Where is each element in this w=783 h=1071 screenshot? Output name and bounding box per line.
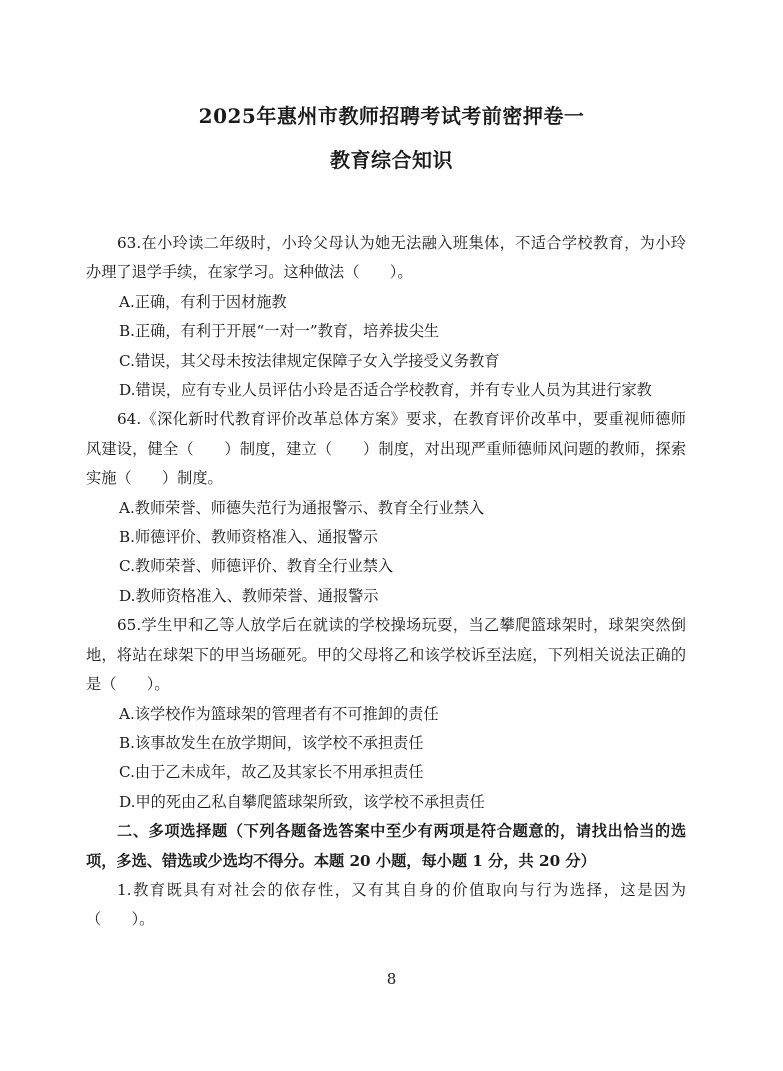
question-65-option-c: C.由于乙未成年，故乙及其家长不用承担责任 [119, 763, 424, 782]
question-63-option-a: A.正确，有利于因材施教 [119, 292, 287, 311]
page-number: 8 [386, 970, 397, 988]
question-65-option-b: B.该事故发生在放学期间，该学校不承担责任 [119, 733, 424, 752]
question-63-option-b: B.正确，有利于开展“一对一”教育，培养拔尖生 [119, 322, 440, 341]
question-65-stem: 65.学生甲和乙等人放学后在就读的学校操场玩耍，当乙攀爬篮球架时，球架突然倒地，将站在球架下的甲当场砸死。甲的父母将乙和该学校诉至法庭，下列相关说法正确的是（ ）。 [86, 616, 686, 694]
question-64-option-a: A.教师荣誉、师德失范行为通报警示、教育全行业禁入 [119, 498, 485, 517]
document-body [86, 229, 686, 935]
document-title: 2025年惠州市教师招聘考试考前密押卷一 [198, 104, 585, 128]
question-63-option-c: C.错误，其父母未按法律规定保障子女入学接受义务教育 [119, 351, 500, 370]
question-63-stem: 63.在小玲读二年级时，小玲父母认为她无法融入班集体，不适合学校教育，为小玲办理了退学手续，在家学习。这种做法（ ）。 [86, 234, 686, 282]
question-64-stem: 64.《深化新时代教育评价改革总体方案》要求，在教育评价改革中，要重视师德师风建设，健全（ ）制度，建立（ ）制度，对出现严重师德师风问题的教师，探索实施（ ）制度。 [86, 410, 686, 488]
question-64-option-c: C.教师荣誉、师德评价、教育全行业禁入 [119, 557, 394, 576]
question-64-option-d: D.教师资格准入、教师荣誉、通报警示 [119, 586, 379, 605]
question-65-option-a: A.该学校作为篮球架的管理者有不可推卸的责任 [119, 704, 439, 723]
question-mc1-stem: 1.教育既具有对社会的依存性，又有其自身的价值取向与行为选择，这是因为（ ）。 [86, 880, 686, 929]
section-heading-multiple-choice: 二、多项选择题（下列各题备选答案中至少有两项是符合题意的，请找出恰当的选项，多选、错选或少选均不得分。本题 20 小题，每小题 1 分，共 20 分） [86, 822, 686, 870]
document-subtitle: 教育综合知识 [330, 148, 453, 172]
question-65-option-d: D.甲的死由乙私自攀爬篮球架所致，该学校不承担责任 [119, 792, 485, 811]
question-63-option-d: D.错误，应有专业人员评估小玲是否适合学校教育，并有专业人员为其进行家教 [119, 381, 652, 400]
question-64-option-b: B.师德评价、教师资格准入、通报警示 [119, 528, 378, 547]
